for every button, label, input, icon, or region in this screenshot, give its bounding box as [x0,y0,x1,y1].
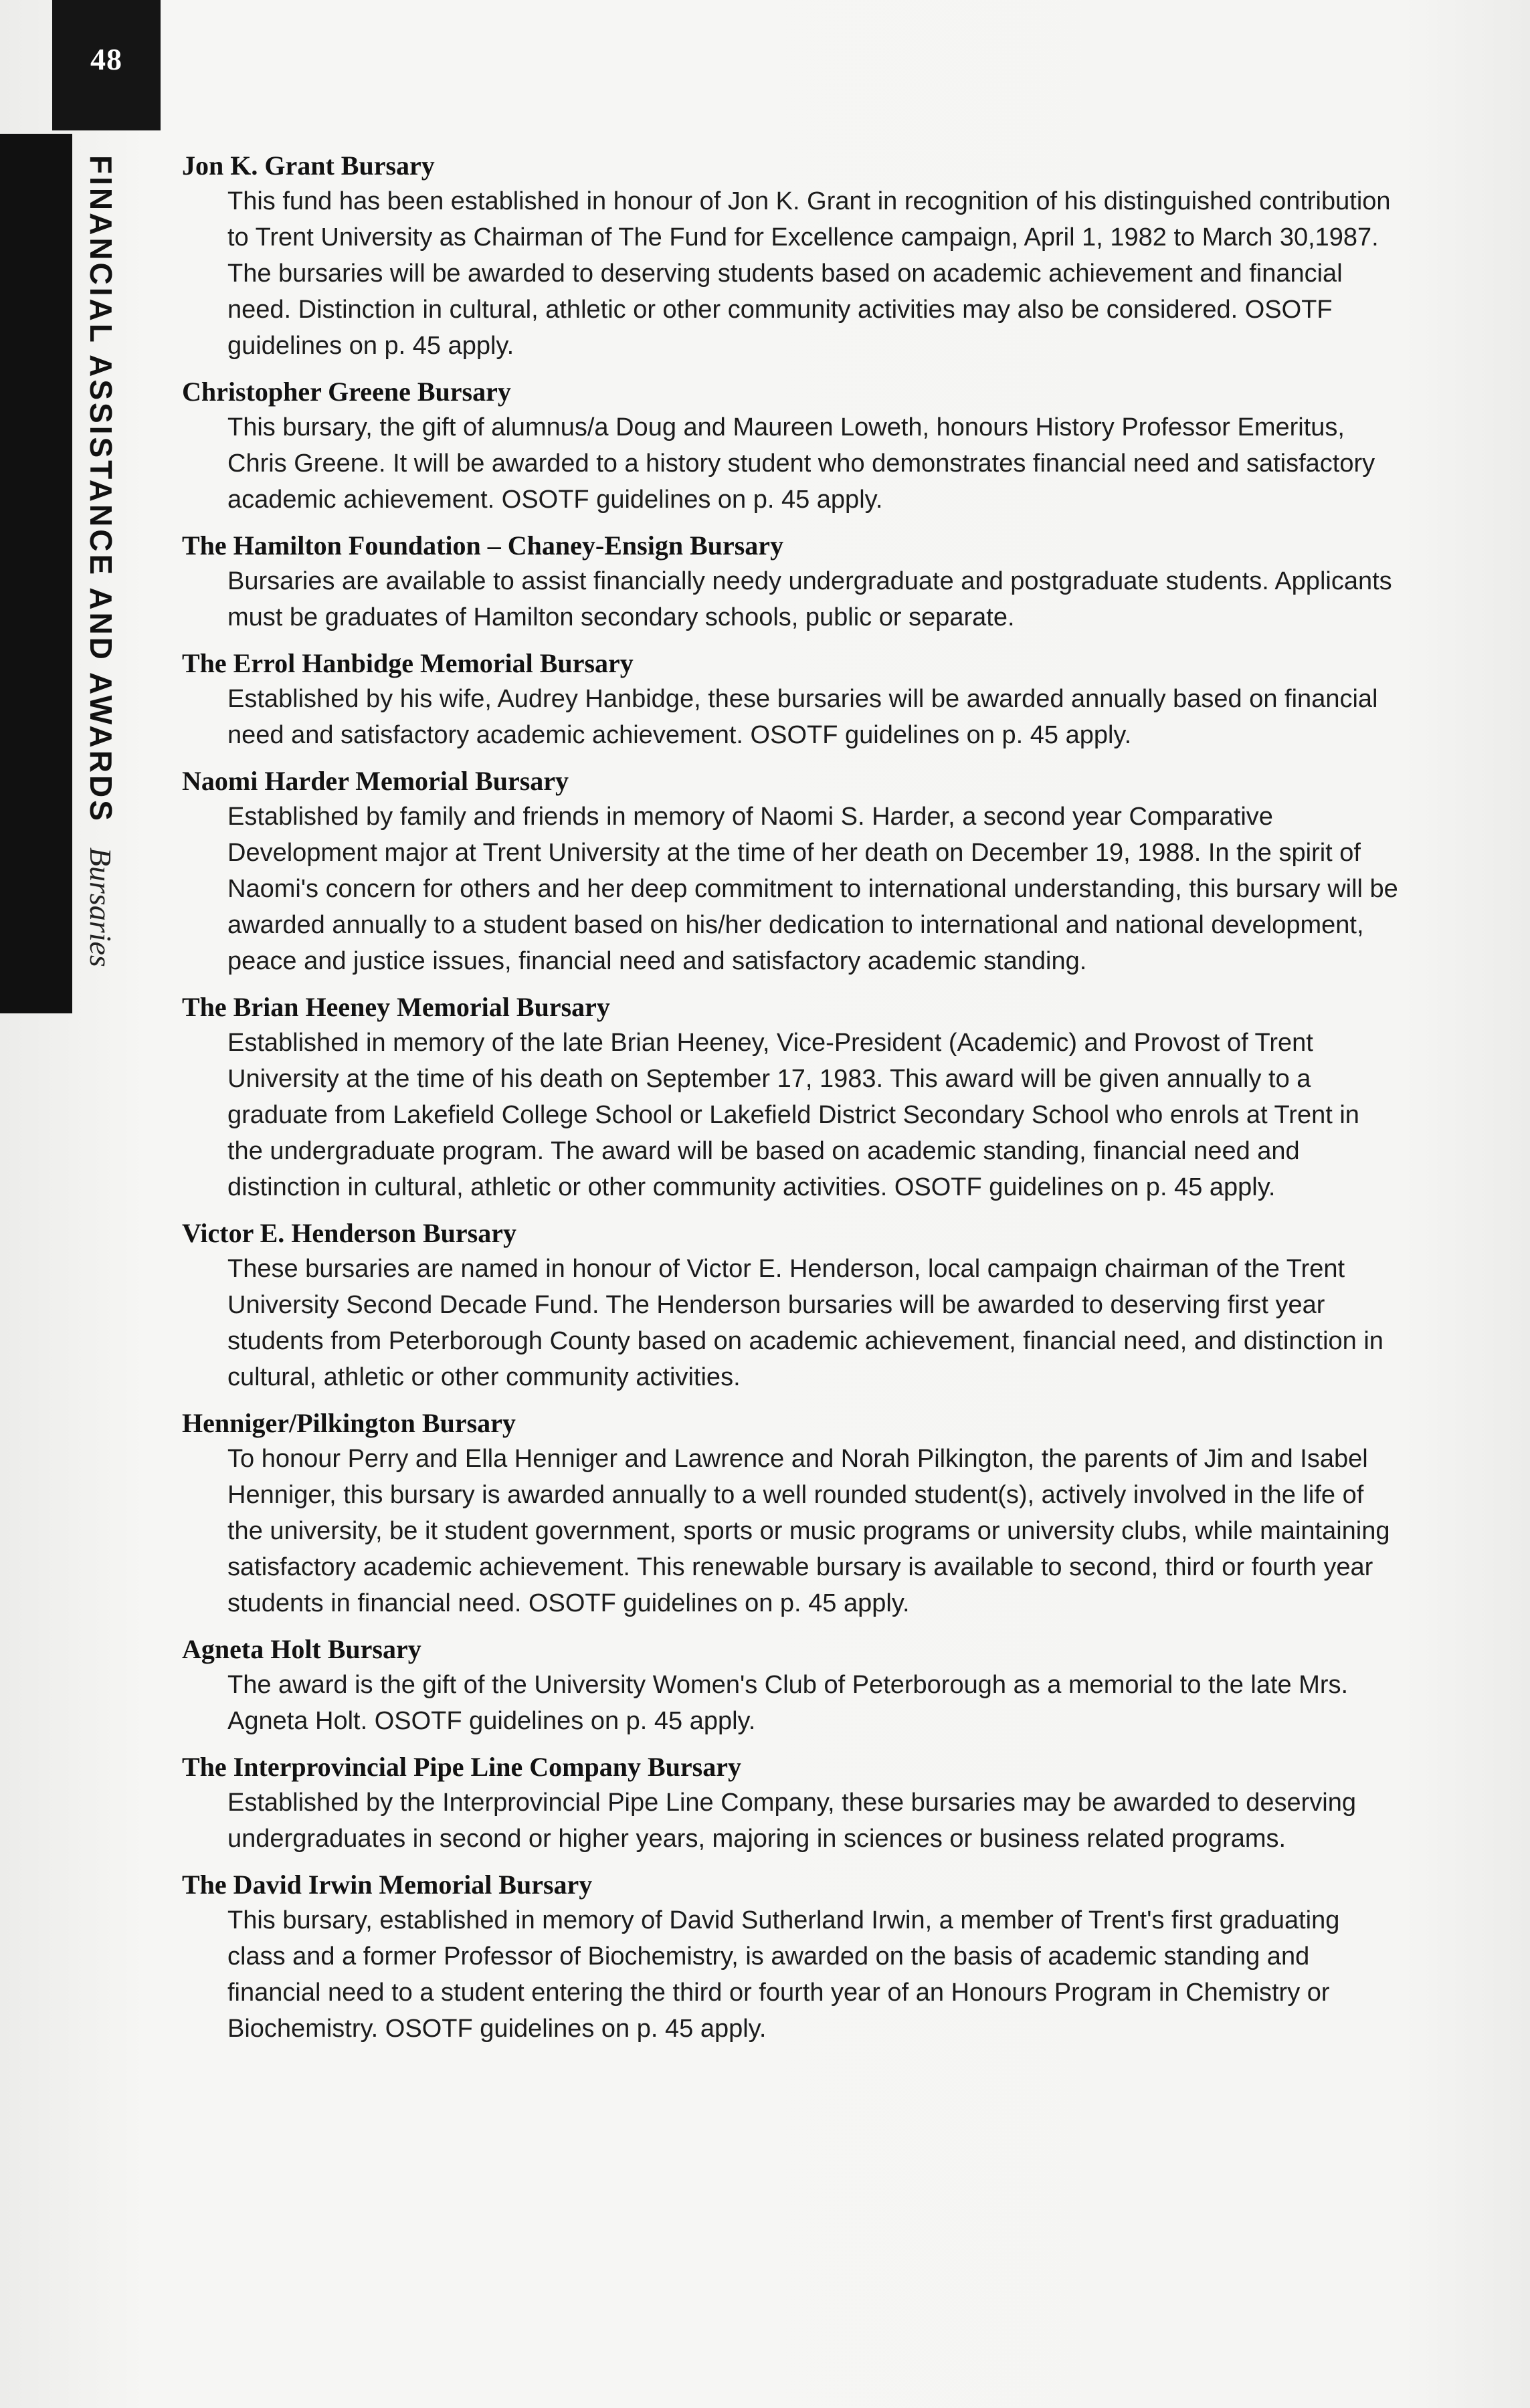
bursary-title: Victor E. Henderson Bursary [182,1218,516,1248]
bursary-title: Agneta Holt Bursary [182,1634,421,1664]
bursary-entry [182,148,1400,364]
bursary-entry [182,1216,1400,1395]
section-heading: FINANCIAL ASSISTANCE AND AWARDS [84,155,118,823]
bursary-title: Jon K. Grant Bursary [182,150,435,181]
bursary-list [182,148,1400,2058]
bursary-description: Bursaries are available to assist financially needy undergraduate and postgraduate students. Applicants must be graduates of Hamilton secondary schools, public or separate. [227,567,1392,631]
page-number-tab [52,0,161,130]
bursary-entry [182,375,1400,518]
bursary-title: Christopher Greene Bursary [182,377,511,407]
bursary-entry [182,646,1400,753]
bursary-description: Established in memory of the late Brian Heeney, Vice-President (Academic) and Provost of Trent University at the time of his death on September 17, 1983. This award will be given annually to a graduate from Lakefield College School or Lakefield District Secondary School who enrols at Trent in the undergraduate program. The award will be based on academic standing, financial need and distinction in cultural, athletic or other community activities. OSOTF guidelines on p. 45 apply. [227,1029,1359,1201]
bursary-description: Established by the Interprovincial Pipe Line Company, these bursaries may be awarded to deserving undergraduates in second or higher years, majoring in sciences or business related programs. [227,1789,1357,1853]
bursary-description: These bursaries are named in honour of Victor E. Henderson, local campaign chairman of the Trent University Second Decade Fund. The Henderson bursaries will be awarded to deserving first year students from Peterborough County based on academic achievement, financial need, and distinction in cultural, athletic or other community activities. [227,1255,1383,1391]
bursary-entry [182,1750,1400,1857]
side-tab-bar [0,134,72,1013]
bursary-description: This fund has been established in honour of Jon K. Grant in recognition of his distinguished contribution to Trent University as Chairman of The Fund for Excellence campaign, April 1, 1982 to March 30,1987. The bursaries will be awarded to deserving students based on academic achievement and financial need. Distinction in cultural, athletic or other community activities may also be considered. OSOTF guidelines on p. 45 apply. [227,187,1391,360]
bursary-description: Established by his wife, Audrey Hanbidge, these bursaries will be awarded annually based on financial need and satisfactory academic achievement. OSOTF guidelines on p. 45 apply. [227,685,1378,749]
side-title-text [83,155,119,967]
bursary-description: The award is the gift of the University Women's Club of Peterborough as a memorial to the late Mrs. Agneta Holt. OSOTF guidelines on p. 45 apply. [227,1671,1349,1735]
bursary-entry [182,1406,1400,1621]
bursary-title: Henniger/Pilkington Bursary [182,1408,516,1438]
page-number: 48 [90,42,122,76]
bursary-description: This bursary, established in memory of David Sutherland Irwin, a member of Trent's first graduating class and a former Professor of Biochemistry, is awarded on the basis of academic standing and financial need to a student entering the third or fourth year of an Honours Program in Chemistry or Biochemistry. OSOTF guidelines on p. 45 apply. [227,1906,1340,2043]
bursary-entry [182,990,1400,1205]
bursary-description: To honour Perry and Ella Henniger and Lawrence and Norah Pilkington, the parents of Jim and Isabel Henniger, this bursary is awarded annually to a well rounded student(s), actively involved in the life of the university, be it student government, sports or music programs or university clubs, while maintaining satisfactory academic achievement. This renewable bursary is available to second, third or fourth year students in financial need. OSOTF guidelines on p. 45 apply. [227,1445,1390,1617]
subsection-heading: Bursaries [84,847,118,967]
bursary-entry [182,528,1400,635]
bursary-title: The David Irwin Memorial Bursary [182,1870,593,1900]
side-section-title [74,155,127,1025]
bursary-title: Naomi Harder Memorial Bursary [182,766,569,796]
bursary-entry [182,764,1400,979]
bursary-title: The Hamilton Foundation – Chaney-Ensign Bursary [182,530,784,561]
bursary-description: Established by family and friends in memory of Naomi S. Harder, a second year Comparative Development major at Trent University at the time of her death on December 19, 1988. In the spirit of Naomi's concern for others and her deep commitment to international understanding, this bursary will be awarded annually to a student based on his/her dedication to international and national development, peace and justice issues, financial need and satisfactory academic standing. [227,803,1398,975]
bursary-entry [182,1632,1400,1739]
bursary-title: The Interprovincial Pipe Line Company Bursary [182,1752,741,1782]
bursary-title: The Brian Heeney Memorial Bursary [182,992,610,1022]
bursary-title: The Errol Hanbidge Memorial Bursary [182,648,634,678]
bursary-entry [182,1868,1400,2047]
bursary-description: This bursary, the gift of alumnus/a Doug and Maureen Loweth, honours History Professor Emeritus, Chris Greene. It will be awarded to a history student who demonstrates financial need and satisfactory academic achievement. OSOTF guidelines on p. 45 apply. [227,413,1375,514]
